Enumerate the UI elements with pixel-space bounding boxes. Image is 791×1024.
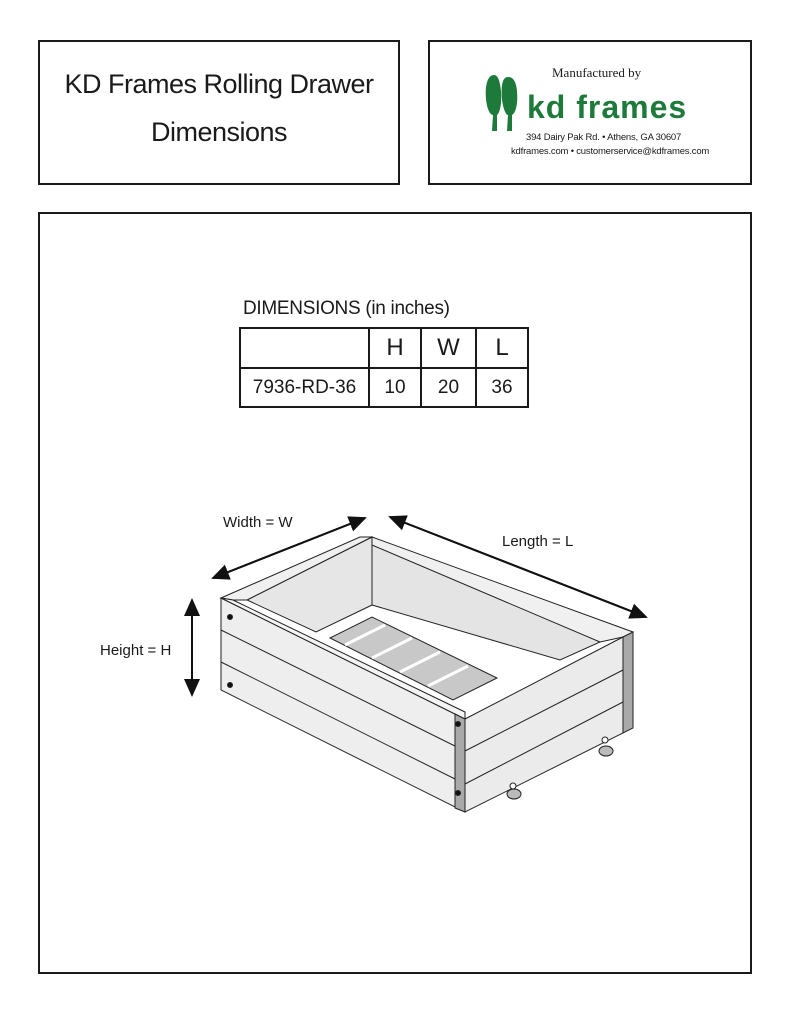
- cell-model: 7936-RD-36: [240, 368, 369, 407]
- header-cell-w: W: [421, 328, 476, 368]
- cell-w: 20: [421, 368, 476, 407]
- title-line-2: Dimensions: [150, 117, 288, 147]
- header-cell-h: H: [369, 328, 421, 368]
- cell-l: 36: [476, 368, 528, 407]
- dimensions-heading: DIMENSIONS (in inches): [243, 298, 450, 319]
- brand-name: kd frames: [527, 89, 688, 125]
- height-label: Height = H: [100, 642, 172, 659]
- manufactured-by-label: Manufactured by: [552, 65, 642, 80]
- cell-h: 10: [369, 368, 421, 407]
- title-line-1: KD Frames Rolling Drawer: [64, 69, 374, 99]
- address-text: 394 Dairy Pak Rd. • Athens, GA 30607: [526, 132, 682, 143]
- width-label: Width = W: [223, 514, 293, 531]
- header-cell-l: L: [476, 328, 528, 368]
- contact-text: kdframes.com • customerservice@kdframes.com: [511, 146, 710, 157]
- length-label: Length = L: [502, 533, 574, 550]
